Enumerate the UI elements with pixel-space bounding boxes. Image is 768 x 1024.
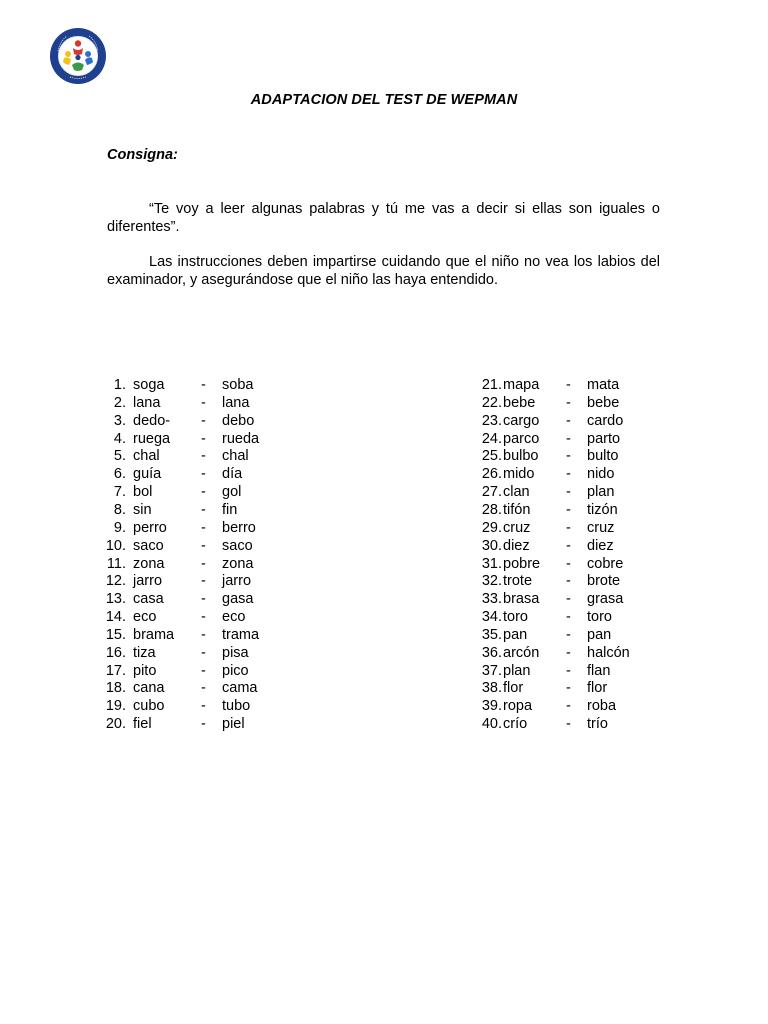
second-word: halcón [587,644,630,661]
pair-separator: - [201,412,206,429]
pair-separator: - [566,448,571,465]
second-word: mata [587,377,620,393]
first-word: plan [503,662,531,679]
first-word: guía [133,466,162,483]
pair-separator: - [201,609,206,626]
word-pair-row [0,680,768,698]
instruction-quote-paragraph: “Te voy a leer algunas palabras y tú me vas a decir si ellas son iguales o diferentes”. [107,201,660,235]
pair-separator: - [566,466,571,483]
first-word: ruega [133,430,171,447]
first-word: diez [503,537,530,554]
word-pair-row [0,431,768,449]
word-pair-row [0,556,768,574]
pair-separator: - [566,609,571,626]
first-word: toro [503,609,528,626]
second-word: plan [587,484,615,501]
second-word: gol [222,484,242,501]
pair-separator: - [566,644,571,661]
second-word: tubo [222,698,251,715]
first-word: bol [133,484,153,501]
second-word: zona [222,555,254,572]
second-word: pisa [222,644,249,661]
pair-separator: - [201,662,206,679]
word-pair-row [0,377,768,395]
item-number: 9. [113,519,126,536]
pair-separator: - [566,573,571,590]
word-pair-row [0,663,768,681]
item-number: 12. [105,573,126,590]
second-word: chal [222,448,249,465]
word-pair-row [0,484,768,502]
pair-separator: - [201,537,206,554]
item-number: 23. [481,412,502,429]
word-pair-row [0,538,768,556]
first-word: arcón [503,644,540,661]
first-word: bulbo [503,448,539,465]
pair-separator: - [201,555,206,572]
item-number: 15. [105,626,126,643]
word-pair-row [0,395,768,413]
second-word: parto [587,430,621,447]
second-word: flan [587,662,611,679]
pair-separator: - [201,626,206,643]
item-number: 3. [113,412,126,429]
second-word: día [222,466,243,483]
second-word: soba [222,377,254,393]
second-word: bulto [587,448,619,465]
pair-separator: - [201,591,206,608]
pair-separator: - [566,394,571,411]
pair-separator: - [201,394,206,411]
second-word: rueda [222,430,260,447]
item-number: 13. [105,591,126,608]
item-number: 20. [105,716,126,733]
second-word: cama [222,680,258,697]
school-crest-logo [49,27,107,85]
item-number: 37. [481,662,502,679]
item-number: 27. [481,484,502,501]
item-number: 10. [105,537,126,554]
pair-separator: - [201,716,206,733]
item-number: 24. [481,430,502,447]
pair-separator: - [566,377,571,393]
second-word: jarro [222,573,252,590]
item-number: 4. [113,430,126,447]
second-word: pico [222,662,249,679]
instruction-guidance-paragraph: Las instrucciones deben impartirse cuidando que el niño no vea los labios del examinador, y asegurándose que el niño las haya entendido. [107,254,660,288]
second-word: flor [587,680,608,697]
second-word: lana [222,394,250,411]
first-word: brama [133,626,175,643]
item-number: 36. [481,644,502,661]
item-number: 31. [481,555,502,572]
word-pair-row [0,627,768,645]
item-number: 1. [113,377,126,393]
first-word: pan [503,626,528,643]
item-number: 8. [113,501,126,518]
first-word: saco [133,537,164,554]
item-number: 30. [481,537,502,554]
document-title: ADAPTACION DEL TEST DE WEPMAN [250,92,518,108]
consigna-heading: Consigna: [107,147,178,163]
second-word: saco [222,537,253,554]
second-word: roba [587,698,617,715]
second-word: pan [587,626,612,643]
item-number: 21. [481,377,502,393]
first-word: casa [133,591,164,608]
first-word: cargo [503,412,540,429]
second-word: tizón [587,501,618,518]
item-number: 16. [105,644,126,661]
second-word: bebe [587,394,620,411]
second-word: cardo [587,412,624,429]
first-word: jarro [133,573,163,590]
first-word: soga [133,377,165,393]
word-pair-row [0,466,768,484]
second-word: gasa [222,591,254,608]
word-pair-row [0,520,768,538]
first-word: ropa [503,698,533,715]
second-word: trama [222,626,260,643]
first-word: trote [503,573,533,590]
item-number: 25. [481,448,502,465]
pair-separator: - [201,680,206,697]
first-word: mapa [503,377,540,393]
first-word: cubo [133,698,165,715]
item-number: 29. [481,519,502,536]
first-word: pito [133,662,157,679]
pair-separator: - [201,519,206,536]
second-word: fin [222,501,238,518]
pair-separator: - [566,501,571,518]
first-word: pobre [503,555,541,572]
word-pair-row [0,573,768,591]
pair-separator: - [201,501,206,518]
first-word: tifón [503,501,531,518]
pair-separator: - [566,412,571,429]
second-word: trío [587,716,608,733]
pair-separator: - [566,662,571,679]
pair-separator: - [201,644,206,661]
first-word: dedo- [133,412,171,429]
second-word: diez [587,537,614,554]
word-pair-row [0,716,768,734]
first-word: lana [133,394,161,411]
item-number: 28. [481,501,502,518]
word-pair-row [0,502,768,520]
item-number: 38. [481,680,502,697]
word-pair-row [0,448,768,466]
first-word: zona [133,555,165,572]
pair-separator: - [566,626,571,643]
second-word: grasa [587,591,624,608]
pair-separator: - [201,430,206,447]
first-word: parco [503,430,540,447]
first-word: flor [503,680,524,697]
item-number: 35. [481,626,502,643]
first-word: crío [503,716,528,733]
first-word: cana [133,680,165,697]
pair-separator: - [201,448,206,465]
item-number: 2. [113,394,126,411]
item-number: 14. [105,609,126,626]
word-pair-row [0,413,768,431]
pair-separator: - [566,680,571,697]
first-word: brasa [503,591,540,608]
first-word: clan [503,484,530,501]
item-number: 26. [481,466,502,483]
pair-separator: - [566,716,571,733]
word-pair-row [0,591,768,609]
first-word: cruz [503,519,531,536]
pair-separator: - [201,698,206,715]
item-number: 17. [105,662,126,679]
first-word: tiza [133,644,156,661]
word-pair-row [0,645,768,663]
item-number: 5. [113,448,126,465]
first-word: fiel [133,716,152,733]
pair-separator: - [566,537,571,554]
item-number: 22. [481,394,502,411]
item-number: 39. [481,698,502,715]
pair-separator: - [201,573,206,590]
item-number: 7. [113,484,126,501]
word-pair-row [0,609,768,627]
item-number: 18. [105,680,126,697]
second-word: nido [587,466,615,483]
second-word: cobre [587,555,624,572]
pair-separator: - [566,484,571,501]
first-word: chal [133,448,160,465]
item-number: 33. [481,591,502,608]
first-word: sin [133,501,152,518]
second-word: brote [587,573,621,590]
pair-separator: - [566,555,571,572]
item-number: 32. [481,573,502,590]
second-word: berro [222,519,256,536]
second-word: toro [587,609,612,626]
item-number: 34. [481,609,502,626]
pair-separator: - [566,430,571,447]
second-word: cruz [587,519,615,536]
pair-separator: - [201,377,206,393]
second-word: eco [222,609,246,626]
pair-separator: - [201,466,206,483]
item-number: 40. [481,716,502,733]
pair-separator: - [201,484,206,501]
second-word: piel [222,716,245,733]
pair-separator: - [566,519,571,536]
word-pair-row [0,698,768,716]
item-number: 11. [106,555,126,572]
item-number: 6. [113,466,126,483]
first-word: perro [133,519,167,536]
second-word: debo [222,412,255,429]
pair-separator: - [566,698,571,715]
pair-separator: - [566,591,571,608]
item-number: 19. [105,698,126,715]
first-word: mido [503,466,535,483]
first-word: bebe [503,394,536,411]
first-word: eco [133,609,157,626]
